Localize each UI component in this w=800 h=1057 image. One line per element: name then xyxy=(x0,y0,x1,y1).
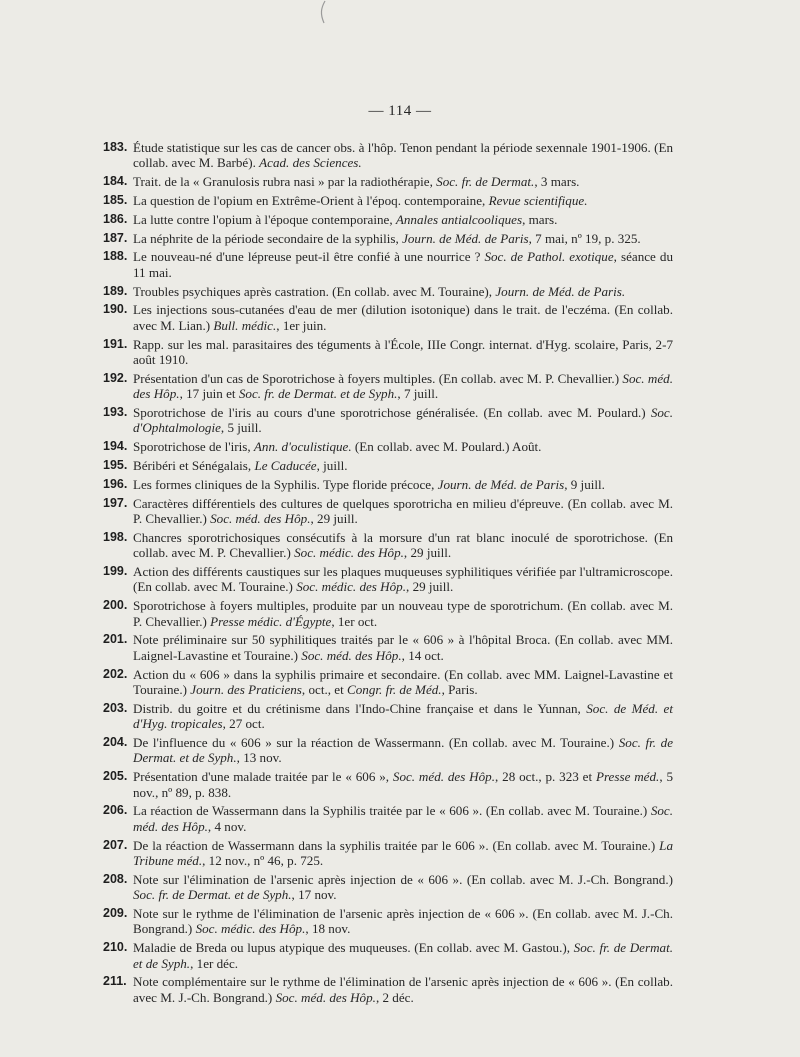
entry-text-segment: Note complémentaire sur le rythme de l'élimination de l'arsenic après injection de « 606 ». (En collab. avec M. J.-Ch. Bongrand.) xyxy=(133,974,673,1005)
bibliography-entry xyxy=(103,803,673,834)
entry-text xyxy=(133,632,673,663)
journal-title: Soc. médic. des Hôp. xyxy=(296,579,407,595)
entry-number: 186. xyxy=(103,211,128,226)
bibliography-entry xyxy=(103,371,673,402)
bibliography-entry xyxy=(103,530,673,561)
entry-text-segment: Action des différents caustiques sur les plaques muqueuses syphilitiques vérifiée par l'ultramicroscope. (En collab. avec M. Touraine.) xyxy=(133,564,673,595)
entry-text-segment: Sporotrichose à foyers multiples, produite par un nouveau type de sporotrichum. (En collab. avec M. P. Chevallier.) xyxy=(133,598,673,629)
entry-text-segment: , 4 nov. xyxy=(207,818,247,834)
entry-text-segment: , 2 déc. xyxy=(375,989,414,1005)
entry-text-segment: , 13 nov. xyxy=(236,750,282,766)
entry-text-segment: Note sur l'élimination de l'arsenic après injection de « 606 ». (En collab. avec M. J.-Ch. Bongrand.) xyxy=(133,871,673,887)
entry-text xyxy=(133,906,673,937)
bibliography-entry xyxy=(103,231,673,246)
bibliography-entry xyxy=(103,477,673,492)
journal-title: Soc. méd. des Hôp. xyxy=(392,769,496,785)
bibliography-entry xyxy=(103,174,673,189)
entry-text xyxy=(133,496,673,527)
entry-text-segment: Troubles psychiques après castration. (En collab. avec M. Touraine), xyxy=(133,283,496,299)
entry-text-segment: , mars. xyxy=(522,211,558,227)
entry-text-segment: Présentation d'un cas de Sporotrichose à foyers multiples. (En collab. avec M. P. Chevallier.) xyxy=(133,370,623,386)
journal-title: Ann. d'oculistique. xyxy=(253,439,352,455)
entry-text-segment: Caractères différentiels des cultures de quelques sporotricha en milieu d'épreuve. (En collab. avec M. P. Chevallier.) xyxy=(133,495,673,526)
entry-text-segment: Présentation d'une malade traitée par le « 606 », xyxy=(133,769,393,785)
bibliography-entry xyxy=(103,598,673,629)
entry-text-segment: , 1er juin. xyxy=(276,317,327,333)
entry-text xyxy=(133,193,673,208)
bibliography-entry xyxy=(103,405,673,436)
entry-text-segment: , 9 juill. xyxy=(564,476,605,492)
bibliography-entry xyxy=(103,496,673,527)
journal-title: Journ. de Méd. de Paris. xyxy=(495,283,626,299)
pencil-mark xyxy=(318,0,328,24)
entry-text-segment: (En collab. avec M. Poulard.) Août. xyxy=(351,439,542,455)
journal-title: Annales antialcooliques xyxy=(395,211,523,227)
entry-text-segment: Maladie de Breda ou lupus atypique des muqueuses. (En collab. avec M. Gastou.), xyxy=(133,940,574,956)
journal-title: Journ. de Méd. de Paris xyxy=(437,476,565,492)
entry-text-segment: Trait. de la « Granulosis rubra nasi » par la radiothérapie, xyxy=(133,174,437,190)
entry-text-segment: La lutte contre l'opium à l'époque contemporaine, xyxy=(133,211,396,227)
entry-text-segment: Rapp. sur les mal. parasitaires des téguments à l'École, IIIe Congr. internat. d'Hyg. scolaire, Paris, 2-7 août 1910. xyxy=(133,336,673,367)
bibliography-entry xyxy=(103,439,673,454)
entry-text-segment: La question de l'opium en Extrême-Orient à l'époq. contemporaine, xyxy=(133,193,489,208)
entry-number: 190. xyxy=(103,302,128,317)
entry-number: 193. xyxy=(103,405,128,419)
entry-text-segment: Étude statistique sur les cas de cancer obs. à l'hôp. Tenon pendant la période sexennale 1901-1906. (En collab. avec M. Barbé). xyxy=(133,140,673,171)
entry-text-segment: La néphrite de la période secondaire de la syphilis, xyxy=(133,230,403,246)
entry-number: 191. xyxy=(103,336,128,351)
entry-number: 205. xyxy=(103,769,128,784)
entry-text-segment: , 3 mars. xyxy=(534,174,580,190)
entry-text-segment: Les injections sous-cutanées d'eau de mer (dilution isotonique) dans le trait. de l'eczéma. (En collab. avec M. Lian.) xyxy=(133,302,673,333)
journal-title: Soc. fr. de Dermat. et de Syph. xyxy=(133,887,292,903)
entry-text-segment: , 29 juill. xyxy=(406,579,454,595)
bibliography-entry xyxy=(103,838,673,869)
bibliography-entry xyxy=(103,564,673,595)
entry-number: 202. xyxy=(103,666,128,681)
entry-text xyxy=(133,769,673,800)
bibliography-entry xyxy=(103,906,673,937)
entry-text xyxy=(133,174,673,189)
journal-title: Soc. de Pathol. exotique xyxy=(484,249,614,265)
entry-text xyxy=(133,735,673,766)
entry-number: 188. xyxy=(103,249,128,264)
entry-number: 210. xyxy=(103,940,128,955)
bibliography-entry xyxy=(103,193,673,208)
entry-number: 192. xyxy=(103,370,128,385)
entry-number: 208. xyxy=(103,871,128,886)
entry-text-segment: , 5 juill. xyxy=(220,420,262,436)
journal-title: Soc. méd. des Hôp. xyxy=(275,989,376,1005)
entry-text-segment: Distrib. du goitre et du crétinisme dans l'Indo-Chine française et dans le Yunnan, xyxy=(133,700,587,716)
journal-title: Journ. de Méd. de Paris xyxy=(402,230,529,246)
entry-number: 197. xyxy=(103,495,128,510)
entry-text xyxy=(133,140,673,171)
entry-text xyxy=(133,212,673,227)
entry-number: 199. xyxy=(103,564,128,578)
bibliography-entry xyxy=(103,284,673,299)
journal-title: Soc. fr. de Dermat. et de Syph. xyxy=(133,940,673,971)
entry-text-segment: , 1er oct. xyxy=(331,613,378,629)
entry-number: 184. xyxy=(103,174,128,189)
journal-title: Soc. méd. des Hôp. xyxy=(133,803,673,834)
journal-title: Presse médic. d'Égypte xyxy=(210,613,332,629)
entry-text-segment: , 28 oct., p. 323 et xyxy=(495,769,596,785)
bibliography-entry xyxy=(103,769,673,800)
entry-text xyxy=(133,477,673,492)
entry-text-segment: Les formes cliniques de la Syphilis. Type floride précoce, xyxy=(133,476,438,492)
bibliography-entry xyxy=(103,701,673,732)
entry-text-segment: , 14 oct. xyxy=(401,647,444,663)
bibliography-entry xyxy=(103,249,673,280)
bibliography-entry xyxy=(103,140,673,171)
bibliography-entry xyxy=(103,735,673,766)
entry-number: 195. xyxy=(103,458,128,472)
entry-text xyxy=(133,231,673,246)
journal-title: Revue scientifique. xyxy=(488,193,588,208)
bibliography-entry xyxy=(103,337,673,368)
bibliography-entry xyxy=(103,632,673,663)
entry-number: 194. xyxy=(103,439,128,454)
entry-text xyxy=(133,872,673,903)
entry-text-segment: , oct., et xyxy=(301,682,348,698)
entry-number: 189. xyxy=(103,283,128,298)
entry-text-segment: , 12 nov., nº 46, p. 725. xyxy=(202,853,324,869)
entry-text-segment: , 5 nov., nº 89, p. 838. xyxy=(133,769,673,800)
entry-text-segment: Note préliminaire sur 50 syphilitiques traités par le « 606 » à l'hôpital Broca. (En collab. avec MM. Laignel-Lavastine et Touraine.) xyxy=(133,632,673,663)
entry-text-segment: , 7 juill. xyxy=(397,386,439,402)
bibliography-entry xyxy=(103,872,673,903)
journal-title: Soc. d'Ophtalmologie xyxy=(133,405,673,436)
entry-text-segment: Action du « 606 » dans la syphilis primaire et secondaire. (En collab. avec MM. Laignel-Lavastine et Touraine.) xyxy=(133,666,673,698)
entry-text-segment: Béribéri et Sénégalais, xyxy=(133,458,255,473)
entry-text xyxy=(133,598,673,629)
journal-title: Congr. fr. de Méd. xyxy=(347,682,442,698)
entry-text-segment: Note sur le rythme de l'élimination de l'arsenic après injection de « 606 ». (En collab. avec M. J.-Ch. Bongrand.) xyxy=(133,906,673,937)
entry-number: 209. xyxy=(103,906,128,921)
entry-text-segment: De la réaction de Wassermann dans la syphilis traitée par le 606 ». (En collab. avec M. Touraine.) xyxy=(133,837,660,853)
entry-text-segment: , 29 juill. xyxy=(310,511,358,526)
entry-number: 200. xyxy=(103,598,128,613)
entry-text-segment: , 29 juill. xyxy=(403,545,452,561)
entry-text xyxy=(133,337,673,368)
entry-number: 198. xyxy=(103,529,128,544)
entry-number: 204. xyxy=(103,735,128,750)
entry-text-segment: , Paris. xyxy=(441,682,478,698)
journal-title: Soc. fr. de Dermat. et de Syph. xyxy=(133,735,674,766)
entry-text-segment: Sporotrichose de l'iris au cours d'une sporotrichose généralisée. (En collab. avec M. Poulard.) xyxy=(133,405,651,420)
journal-title: Le Caducée xyxy=(254,458,317,473)
entry-text xyxy=(133,284,673,299)
entry-text xyxy=(133,405,673,436)
entry-number: 201. xyxy=(103,632,128,647)
entry-number: 185. xyxy=(103,193,128,207)
journal-title: Soc. de Méd. et d'Hyg. tropicales xyxy=(133,700,673,732)
entry-number: 206. xyxy=(103,803,128,818)
bibliography-entry xyxy=(103,458,673,473)
entry-text-segment: , 17 juin et xyxy=(179,386,239,402)
entry-text xyxy=(133,838,673,869)
entry-text xyxy=(133,302,673,333)
entry-number: 207. xyxy=(103,837,128,852)
entry-text-segment: , séance du 11 mai. xyxy=(133,249,673,280)
entry-number: 203. xyxy=(103,700,128,715)
page-number-header: — 114 — xyxy=(368,103,432,119)
entry-text xyxy=(133,803,673,834)
journal-title: Soc. médic. des Hôp. xyxy=(195,921,306,937)
journal-title: La Tribune méd. xyxy=(133,837,673,869)
entry-number: 187. xyxy=(103,230,128,245)
journal-title: Bull. médic. xyxy=(213,317,277,333)
entry-text xyxy=(133,940,673,971)
entry-text xyxy=(133,371,673,402)
journal-title: Soc. méd. des Hôp. xyxy=(133,370,673,402)
entry-text-segment: Le nouveau-né d'une lépreuse peut-il être confié à une nourrice ? xyxy=(133,249,485,265)
journal-title: Soc. médic. des Hôp. xyxy=(294,545,404,561)
entry-text xyxy=(133,701,673,732)
entry-text xyxy=(133,667,673,698)
entry-text-segment: De l'influence du « 606 » sur la réaction de Wassermann. (En collab. avec M. Touraine.) xyxy=(133,735,619,751)
entry-text-segment: , 27 oct. xyxy=(222,716,265,732)
entry-text-segment: Chancres sporotrichosiques consécutifs à la morsure d'un rat blanc inoculé de sporotrichose. (En collab. avec M. P. Chevallier.) xyxy=(133,529,673,561)
entry-text-segment: , 18 nov. xyxy=(305,921,351,937)
bibliography-entry xyxy=(103,974,673,1005)
entry-text xyxy=(133,564,673,595)
entry-text-segment: , 1er déc. xyxy=(190,955,239,971)
bibliography-entry xyxy=(103,667,673,698)
journal-title: Presse méd. xyxy=(595,769,660,785)
entry-text xyxy=(133,439,673,454)
bibliography-entry xyxy=(103,302,673,333)
entry-text-segment: , 17 nov. xyxy=(291,887,337,903)
entry-number: 211. xyxy=(103,974,127,989)
journal-title: Journ. des Praticiens xyxy=(190,682,302,698)
journal-title: Soc. méd. des Hôp. xyxy=(301,647,402,663)
journal-title: Soc. fr. de Dermat. xyxy=(436,174,535,190)
entry-number: 183. xyxy=(103,140,128,154)
entry-text xyxy=(133,249,673,280)
entry-text-segment: La réaction de Wassermann dans la Syphilis traitée par le « 606 ». (En collab. avec M. Touraine.) xyxy=(133,803,651,819)
entry-text xyxy=(133,974,673,1005)
entry-text-segment: , 7 mai, nº 19, p. 325. xyxy=(528,230,641,246)
entry-text-segment: , juill. xyxy=(316,458,348,473)
entry-text xyxy=(133,530,673,561)
journal-title: Soc. fr. de Dermat. et de Syph. xyxy=(238,386,398,402)
entry-text-segment: Sporotrichose de l'iris, xyxy=(133,439,254,455)
journal-title: Soc. méd. des Hôp. xyxy=(210,511,311,526)
bibliography-entry xyxy=(103,212,673,227)
entry-number: 196. xyxy=(103,476,128,491)
entry-text xyxy=(133,458,673,473)
bibliography-list xyxy=(103,140,673,1009)
bibliography-entry xyxy=(103,940,673,971)
journal-title: Acad. des Sciences. xyxy=(259,155,362,171)
